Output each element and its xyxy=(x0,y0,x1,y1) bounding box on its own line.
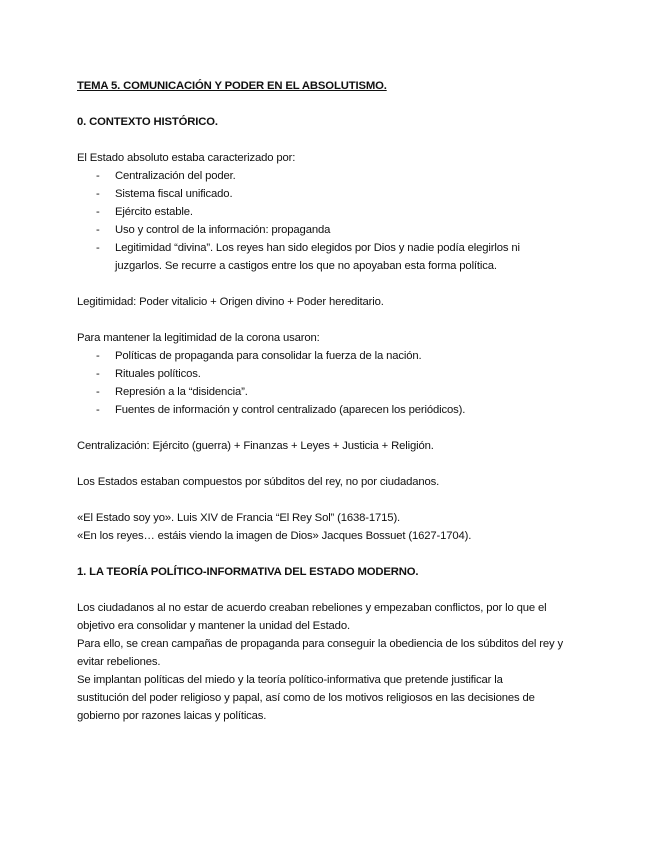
list-item-continuation: juzgarlos. Se recurre a castigos entre los que no apoyaban esta forma política. xyxy=(115,260,497,272)
dash-bullet: - xyxy=(96,170,100,182)
list-item: - Políticas de propaganda para consolidar la fuerza de la nación. xyxy=(77,347,595,365)
dash-bullet: - xyxy=(96,350,100,362)
dash-bullet: - xyxy=(96,404,100,416)
spacer xyxy=(77,455,595,473)
spacer xyxy=(77,95,595,113)
spacer xyxy=(77,545,595,563)
paragraph-line: sustitución del poder religioso y papal, así como de los motivos religiosos en las decisiones de xyxy=(77,692,535,704)
list-item: - Centralización del poder. xyxy=(77,167,595,185)
paragraph-line: Se implantan políticas del miedo y la teoría político-informativa que pretende justificar la xyxy=(77,674,503,686)
list-item: - Fuentes de información y control centralizado (aparecen los periódicos). xyxy=(77,401,595,419)
mantener-intro: Para mantener la legitimidad de la corona usaron: xyxy=(77,332,320,344)
section-0-heading: 0. CONTEXTO HISTÓRICO. xyxy=(77,116,218,128)
dash-bullet: - xyxy=(96,368,100,380)
spacer xyxy=(77,491,595,509)
spacer xyxy=(77,581,595,599)
list-item: - Uso y control de la información: propaganda xyxy=(77,221,595,239)
legitimidad-formula: Legitimidad: Poder vitalicio + Origen divino + Poder hereditario. xyxy=(77,296,384,308)
list-item: - Ejército estable. xyxy=(77,203,595,221)
list-item: - Sistema fiscal unificado. xyxy=(77,185,595,203)
section-1-heading: 1. LA TEORÍA POLÍTICO-INFORMATIVA DEL ESTADO MODERNO. xyxy=(77,566,419,578)
quote-luis-xiv: «El Estado soy yo». Luis XIV de Francia “El Rey Sol” (1638-1715). xyxy=(77,512,401,524)
list-item: - Rituales políticos. xyxy=(77,365,595,383)
paragraph-line: gobierno por razones laicas y políticas. xyxy=(77,710,267,722)
dash-bullet: - xyxy=(96,386,100,398)
dash-bullet: - xyxy=(96,188,100,200)
absolute-state-intro: El Estado absoluto estaba caracterizado por: xyxy=(77,152,296,164)
dash-bullet: - xyxy=(96,242,100,254)
document-page xyxy=(77,77,595,725)
centralizacion-formula: Centralización: Ejército (guerra) + Finanzas + Leyes + Justicia + Religión. xyxy=(77,440,434,452)
spacer xyxy=(77,419,595,437)
dash-bullet: - xyxy=(96,224,100,236)
characteristics-list xyxy=(77,167,595,275)
section-1-paragraph xyxy=(77,599,595,725)
dash-bullet: - xyxy=(96,206,100,218)
spacer xyxy=(77,275,595,293)
legitimacy-methods-list xyxy=(77,347,595,419)
spacer xyxy=(77,311,595,329)
list-item: - Legitimidad “divina”. Los reyes han sido elegidos por Dios y nadie podía elegirlos ni juzgarlos. Se recurre a castigos entre los que no apoyaban esta forma política. xyxy=(77,239,595,275)
paragraph-line: Los ciudadanos al no estar de acuerdo creaban rebeliones y empezaban conflictos, por lo que el xyxy=(77,602,547,614)
subditos-statement: Los Estados estaban compuestos por súbditos del rey, no por ciudadanos. xyxy=(77,476,440,488)
list-item: - Represión a la “disidencia”. xyxy=(77,383,595,401)
quote-bossuet: «En los reyes… estáis viendo la imagen de Dios» Jacques Bossuet (1627-1704). xyxy=(77,530,472,542)
paragraph-line: Para ello, se crean campañas de propaganda para conseguir la obediencia de los súbditos del rey y xyxy=(77,638,563,650)
spacer xyxy=(77,131,595,149)
document-title: TEMA 5. COMUNICACIÓN Y PODER EN EL ABSOLUTISMO. xyxy=(77,80,387,92)
paragraph-line: evitar rebeliones. xyxy=(77,656,161,668)
paragraph-line: objetivo era consolidar y mantener la unidad del Estado. xyxy=(77,620,350,632)
